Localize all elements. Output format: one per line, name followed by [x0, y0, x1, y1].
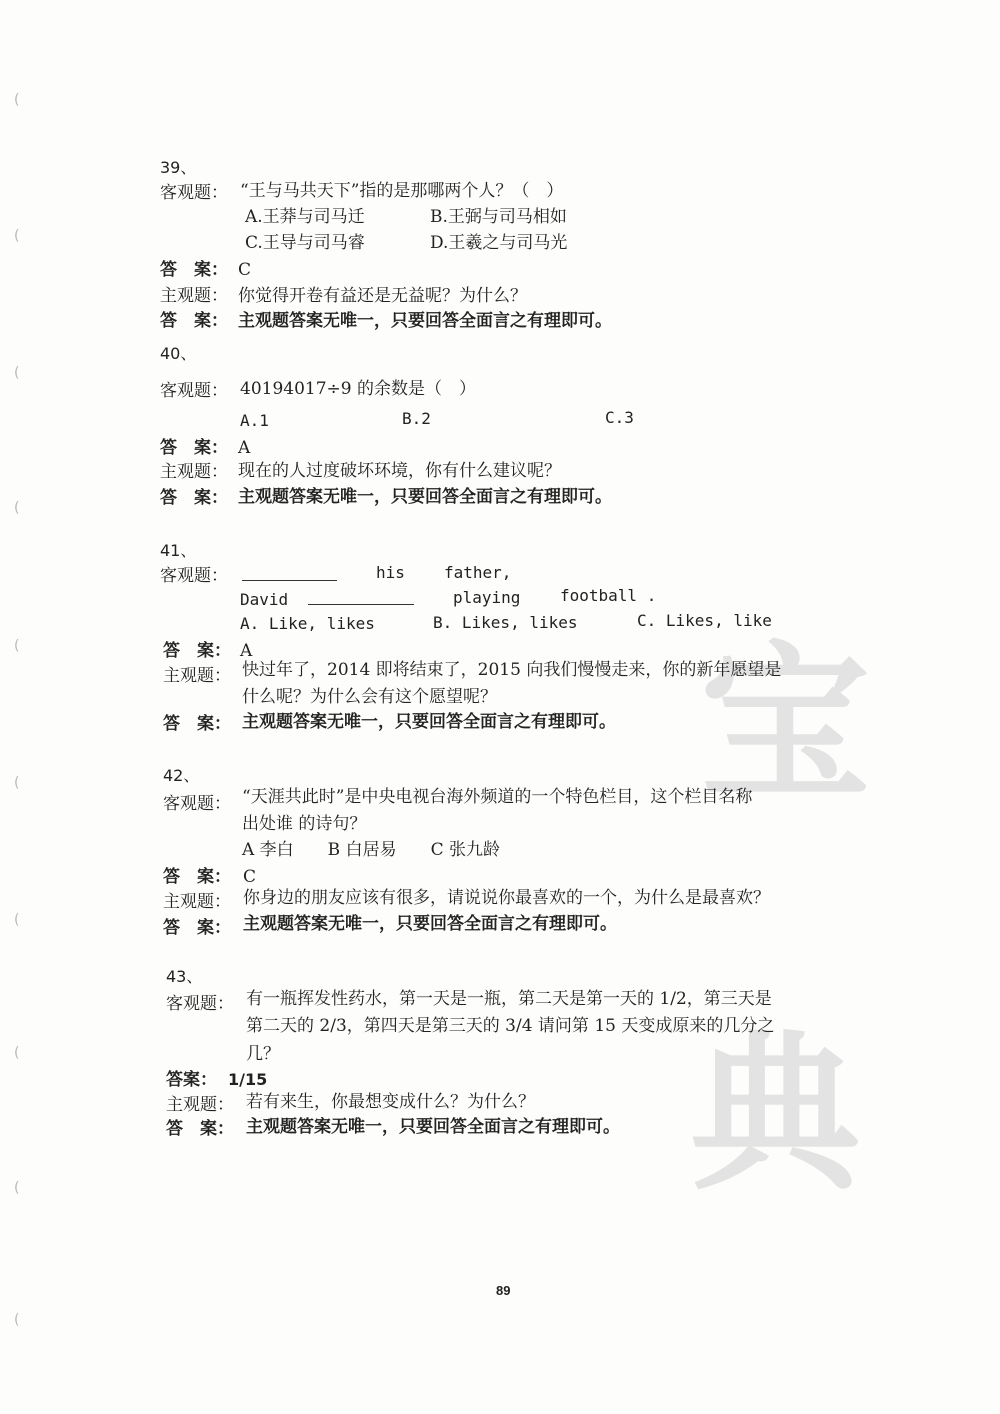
q41-word-playing: playing	[453, 588, 521, 607]
punch-mark: (	[14, 228, 20, 244]
q40-subjective-label: 主观题：	[160, 462, 228, 482]
q40-number: 40、	[160, 344, 197, 363]
q43-subjective-label: 主观题：	[166, 1095, 234, 1115]
q41-word-david: David	[240, 590, 289, 609]
q42-number: 42、	[163, 766, 200, 785]
punch-mark: (	[14, 638, 20, 654]
q40-subjective-text: 现在的人过度破坏环境，你有什么建议呢？	[238, 461, 561, 481]
q41-option-c: C. Likes, like	[637, 611, 772, 630]
q43-subjective-answer-label: 答 案：	[166, 1119, 234, 1139]
q39-objective-label: 客观题：	[160, 183, 228, 203]
q41-blank-1	[242, 580, 337, 581]
q41-subjective-answer-label: 答 案：	[163, 714, 231, 734]
q40-subjective-answer-label: 答 案：	[160, 488, 228, 508]
q42-answer-label: 答 案：	[163, 867, 231, 887]
q41-answer-label: 答 案：	[163, 641, 231, 661]
punch-mark: (	[14, 1045, 20, 1061]
q43-subjective-answer-text: 主观题答案无唯一，只要回答全面言之有理即可。	[246, 1117, 620, 1137]
q42-objective-label: 客观题：	[163, 794, 231, 814]
q41-number: 41、	[160, 541, 197, 560]
q43-objective-text-line3: 几？	[246, 1044, 280, 1064]
q40-option-a: A.1	[240, 411, 269, 430]
q40-objective-label: 客观题：	[160, 381, 228, 401]
q41-word-father: father,	[444, 563, 512, 582]
q39-option-c: C.王导与司马睿	[245, 233, 365, 253]
punch-mark: (	[14, 1180, 20, 1196]
q43-answer-value: 1/15	[228, 1070, 268, 1089]
q39-subjective-answer-text: 主观题答案无唯一，只要回答全面言之有理即可。	[238, 311, 612, 331]
q39-option-a: A.王莽与司马迁	[245, 207, 365, 227]
q39-number: 39、	[160, 158, 197, 177]
q40-subjective-answer-text: 主观题答案无唯一，只要回答全面言之有理即可。	[238, 487, 612, 507]
q40-objective-text: 40194017÷9 的余数是（ ）	[240, 379, 476, 399]
q39-answer-label: 答 案：	[160, 260, 228, 280]
punch-mark: (	[14, 365, 20, 381]
q39-objective-text: “王与马共天下”指的是那哪两个人？（ ）	[240, 181, 564, 201]
q41-blank-2	[308, 604, 414, 605]
q42-subjective-label: 主观题：	[163, 892, 231, 912]
q39-answer-value: C	[238, 260, 252, 280]
q42-objective-text-line2: 出处谁 的诗句？	[242, 814, 367, 834]
page-number: 89	[496, 1283, 511, 1298]
q40-answer-value: A	[238, 438, 251, 458]
watermark-bao: 宝	[700, 626, 871, 824]
q41-word-football: football .	[560, 586, 657, 605]
q39-subjective-label: 主观题：	[160, 286, 228, 306]
q43-number: 43、	[166, 967, 203, 986]
punch-mark: (	[14, 92, 20, 108]
q43-objective-text-line2: 第二天的 2/3，第四天是第三天的 3/4 请问第 15 天变成原来的几分之	[246, 1016, 775, 1036]
q42-subjective-answer-text: 主观题答案无唯一，只要回答全面言之有理即可。	[243, 914, 617, 934]
q41-option-a: A. Like, likes	[240, 614, 375, 633]
q42-subjective-text: 你身边的朋友应该有很多，请说说你最喜欢的一个，为什么是最喜欢？	[243, 888, 770, 908]
punch-mark: (	[14, 500, 20, 516]
q42-answer-value: C	[243, 867, 257, 887]
q41-word-his: his	[376, 563, 405, 582]
q40-option-c: C.3	[605, 408, 634, 427]
q43-subjective-text: 若有来生，你最想变成什么？为什么？	[246, 1092, 535, 1112]
q43-objective-text-line1: 有一瓶挥发性药水，第一天是一瓶，第二天是第一天的 1/2，第三天是	[246, 989, 772, 1009]
q41-option-b: B. Likes, likes	[433, 613, 578, 632]
q41-subjective-text-line2: 什么呢？为什么会有这个愿望呢？	[242, 687, 497, 707]
q41-objective-label: 客观题：	[160, 566, 228, 586]
q42-subjective-answer-label: 答 案：	[163, 918, 231, 938]
q41-answer-value: A	[240, 641, 253, 661]
q41-subjective-answer-text: 主观题答案无唯一，只要回答全面言之有理即可。	[242, 712, 616, 732]
q42-objective-text-line1: “天涯共此时”是中央电视台海外频道的一个特色栏目，这个栏目名称	[242, 787, 753, 807]
q39-subjective-answer-label: 答 案：	[160, 311, 228, 331]
q43-objective-label: 客观题：	[166, 994, 234, 1014]
punch-mark: (	[14, 1312, 20, 1328]
q43-answer-label: 答案：	[166, 1070, 217, 1090]
q41-subjective-text-line1: 快过年了，2014 即将结束了，2015 向我们慢慢走来，你的新年愿望是	[242, 660, 782, 680]
q42-options: A 李白 B 白居易 C 张九龄	[242, 840, 500, 860]
q39-subjective-text: 你觉得开卷有益还是无益呢？为什么？	[238, 286, 527, 306]
q40-option-b: B.2	[402, 409, 431, 428]
q40-answer-label: 答 案：	[160, 438, 228, 458]
q39-option-b: B.王弼与司马相如	[430, 207, 567, 227]
q41-subjective-label: 主观题：	[163, 666, 231, 686]
punch-mark: (	[14, 912, 20, 928]
punch-mark: (	[14, 775, 20, 791]
watermark-dian: 典	[690, 1016, 861, 1214]
q39-option-d: D.王羲之与司马光	[430, 233, 568, 253]
